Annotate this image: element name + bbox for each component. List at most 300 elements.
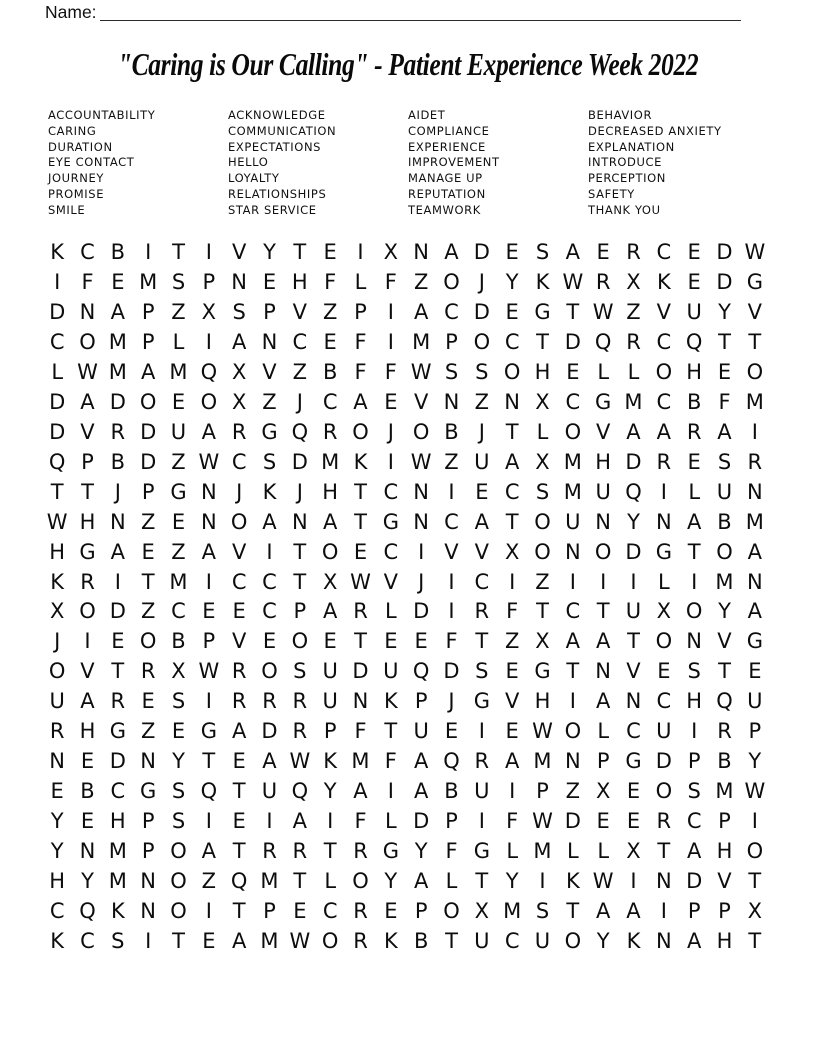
grid-letter: V: [383, 569, 399, 594]
grid-letter: L: [384, 599, 397, 624]
grid-letter: J: [296, 390, 303, 415]
grid-letter: R: [140, 659, 156, 684]
grid-letter: I: [509, 778, 516, 803]
grid-letter: E: [323, 330, 337, 355]
grid-letter: C: [292, 330, 308, 355]
grid-letter: E: [414, 629, 428, 654]
name-label: Name:: [45, 2, 97, 22]
grid-letter: C: [504, 479, 520, 504]
word-list-item: MANAGE UP: [408, 171, 483, 185]
grid-letter: R: [292, 838, 308, 863]
grid-letter: O: [170, 868, 187, 893]
grid-letter: T: [627, 629, 640, 654]
grid-letter: E: [353, 539, 368, 564]
grid-letter: D: [49, 390, 66, 415]
grid-letter: C: [474, 569, 490, 594]
grid-letter: N: [200, 479, 217, 504]
grid-letter: A: [322, 599, 338, 624]
grid-letter: T: [50, 479, 64, 504]
grid-letter: S: [232, 300, 246, 325]
grid-letter: L: [597, 719, 610, 744]
word-list-item: THANK YOU: [588, 202, 661, 217]
grid-letter: Y: [384, 868, 398, 893]
grid-letter: P: [718, 808, 731, 833]
grid-letter: A: [626, 419, 641, 444]
grid-letter: S: [717, 449, 732, 474]
grid-letter: Z: [171, 449, 186, 474]
grid-letter: N: [291, 509, 308, 534]
grid-letter: B: [717, 509, 732, 534]
grid-letter: N: [746, 479, 763, 504]
grid-letter: M: [715, 569, 734, 594]
grid-letter: T: [293, 569, 307, 594]
grid-letter: U: [383, 659, 399, 684]
grid-letter: C: [686, 808, 702, 833]
grid-letter: A: [413, 749, 429, 774]
grid-letter: O: [503, 360, 521, 385]
grid-letter: J: [114, 479, 121, 504]
grid-letter: W: [744, 778, 766, 803]
grid-letter: T: [445, 928, 458, 953]
grid-letter: L: [536, 419, 549, 444]
grid-letter: T: [566, 898, 580, 923]
grid-letter: L: [688, 479, 701, 504]
grid-letter: E: [626, 808, 641, 833]
grid-letter: R: [656, 808, 672, 833]
word-list-column: [228, 108, 336, 218]
grid-letter: O: [321, 539, 339, 564]
grid-letter: U: [474, 778, 490, 803]
grid-letter: V: [747, 300, 763, 325]
grid-letter: I: [751, 808, 758, 833]
grid-letter: C: [626, 719, 641, 744]
grid-letter: J: [236, 479, 243, 504]
grid-letter: L: [566, 838, 579, 863]
grid-letter: P: [687, 749, 701, 774]
grid-letter: B: [686, 390, 702, 415]
grid-letter: O: [443, 270, 460, 295]
grid-letter: D: [352, 659, 369, 684]
grid-letter: P: [81, 449, 94, 474]
grid-letter: Y: [172, 749, 185, 774]
grid-letter: G: [261, 419, 278, 444]
grid-letter: U: [474, 928, 490, 953]
grid-letter: K: [383, 689, 398, 714]
grid-letter: N: [686, 629, 703, 654]
grid-letter: E: [748, 659, 762, 684]
grid-letter: I: [205, 689, 212, 714]
grid-letter: M: [260, 868, 279, 893]
grid-letter: R: [747, 449, 763, 474]
grid-letter: X: [535, 449, 550, 474]
grid-letter: C: [656, 330, 672, 355]
grid-letter: T: [172, 240, 185, 265]
word-list-item: EXPLANATION: [588, 139, 675, 154]
grid-letter: I: [387, 300, 394, 325]
grid-letter: H: [595, 449, 612, 474]
grid-letter: H: [716, 928, 733, 953]
grid-letter: N: [564, 539, 581, 564]
grid-letter: E: [202, 928, 216, 953]
grid-letter: R: [353, 838, 368, 863]
word-list-item: HELLO: [228, 155, 269, 170]
grid-letter: T: [687, 539, 701, 564]
grid-letter: H: [322, 479, 339, 504]
grid-letter: V: [595, 419, 611, 444]
grid-letter: E: [657, 659, 671, 684]
grid-letter: R: [231, 689, 247, 714]
grid-letter: R: [686, 419, 702, 444]
grid-letter: T: [384, 719, 398, 744]
grid-letter: A: [201, 838, 217, 863]
grid-letter: A: [686, 928, 702, 953]
grid-letter: O: [261, 659, 278, 684]
word-list-item: EXPERIENCE: [408, 139, 486, 154]
grid-letter: W: [198, 449, 220, 474]
grid-letter: E: [505, 719, 519, 744]
grid-letter: W: [532, 808, 553, 833]
grid-letter: U: [716, 479, 733, 504]
word-list-item: EYE CONTACT: [48, 155, 135, 170]
grid-letter: K: [383, 928, 398, 953]
grid-letter: A: [80, 689, 95, 714]
grid-letter: X: [171, 659, 186, 684]
grid-letter: D: [686, 868, 703, 893]
word-list-item: AIDET: [408, 108, 446, 122]
grid-letter: Q: [685, 330, 703, 355]
grid-letter: Z: [140, 599, 156, 624]
grid-letter: U: [534, 928, 551, 953]
grid-letter: Z: [201, 868, 217, 893]
grid-letter: B: [110, 449, 126, 474]
grid-letter: M: [260, 928, 279, 953]
grid-letter: N: [231, 270, 248, 295]
grid-letter: A: [201, 419, 217, 444]
grid-letter: R: [474, 749, 490, 774]
grid-letter: O: [716, 539, 733, 564]
grid-letter: M: [533, 749, 552, 774]
grid-letter: G: [595, 390, 612, 415]
grid-letter: O: [655, 778, 673, 803]
grid-letter: O: [230, 509, 248, 534]
grid-letter: I: [145, 240, 152, 265]
grid-letter: D: [49, 419, 66, 444]
grid-letter: D: [291, 449, 308, 474]
word-list-item: JOURNEY: [48, 171, 104, 185]
grid-letter: C: [231, 449, 247, 474]
grid-letter: E: [687, 449, 701, 474]
grid-letter: T: [81, 479, 94, 504]
word-list-item: DECREASED ANXIETY: [588, 123, 722, 138]
grid-letter: N: [625, 689, 642, 714]
grid-letter: C: [49, 330, 65, 355]
grid-letter: H: [686, 360, 703, 385]
grid-letter: I: [630, 868, 637, 893]
grid-letter: U: [49, 689, 65, 714]
grid-letter: D: [625, 449, 642, 474]
word-list-item: PERCEPTION: [588, 171, 666, 185]
grid-letter: I: [448, 599, 455, 624]
grid-letter: V: [231, 629, 247, 654]
grid-letter: I: [600, 569, 607, 594]
grid-letter: I: [205, 330, 212, 355]
grid-letter: D: [109, 390, 126, 415]
grid-letter: E: [262, 629, 277, 654]
grid-letter: O: [352, 419, 369, 444]
grid-letter: O: [170, 898, 187, 923]
grid-letter: A: [444, 240, 459, 265]
grid-letter: F: [718, 390, 731, 415]
grid-letter: C: [444, 509, 459, 534]
grid-letter: R: [262, 689, 277, 714]
grid-letter: L: [445, 868, 458, 893]
grid-letter: J: [54, 629, 61, 654]
grid-letter: B: [322, 360, 338, 385]
grid-letter: E: [505, 240, 519, 265]
grid-letter: R: [626, 240, 641, 265]
grid-letter: N: [655, 509, 672, 534]
grid-letter: E: [80, 749, 95, 774]
grid-letter: S: [535, 898, 550, 923]
grid-letter: X: [747, 898, 763, 923]
grid-letter: R: [80, 569, 95, 594]
grid-letter: R: [292, 689, 308, 714]
word-list-item: CARING: [48, 123, 97, 138]
word-list-item: IMPROVEMENT: [408, 155, 500, 170]
word-list-item: SAFETY: [588, 186, 635, 201]
grid-letter: S: [171, 808, 186, 833]
grid-letter: C: [383, 539, 399, 564]
grid-letter: P: [718, 898, 731, 923]
grid-letter: G: [655, 539, 672, 564]
grid-letter: E: [171, 719, 186, 744]
grid-letter: A: [565, 240, 581, 265]
grid-letter: Q: [412, 659, 430, 684]
grid-letter: L: [597, 360, 610, 385]
grid-letter: C: [656, 240, 672, 265]
name-underline: [100, 3, 741, 21]
grid-letter: W: [350, 569, 371, 594]
grid-letter: T: [657, 838, 671, 863]
grid-letter: T: [323, 838, 337, 863]
grid-letter: I: [387, 778, 394, 803]
grid-letter: V: [717, 629, 732, 654]
grid-letter: A: [322, 509, 338, 534]
grid-letter: I: [569, 689, 576, 714]
grid-letter: Y: [505, 270, 519, 295]
grid-letter: N: [79, 300, 96, 325]
grid-letter: A: [413, 300, 429, 325]
grid-letter: P: [141, 838, 155, 863]
grid-letter: C: [262, 569, 277, 594]
grid-letter: C: [231, 569, 247, 594]
grid-letter: Q: [716, 689, 733, 714]
grid-letter: W: [46, 509, 68, 534]
grid-letter: A: [262, 749, 277, 774]
grid-letter: I: [478, 808, 485, 833]
grid-letter: O: [564, 719, 582, 744]
grid-letter: I: [387, 449, 394, 474]
grid-letter: I: [509, 569, 516, 594]
grid-letter: Z: [444, 449, 459, 474]
grid-letter: F: [81, 270, 94, 295]
grid-letter: X: [656, 599, 672, 624]
grid-letter: I: [448, 479, 455, 504]
grid-letter: C: [110, 778, 126, 803]
grid-letter: Z: [474, 390, 490, 415]
grid-letter: R: [353, 599, 368, 624]
grid-letter: O: [564, 419, 582, 444]
grid-letter: Z: [535, 569, 550, 594]
grid-letter: R: [656, 449, 672, 474]
grid-letter: O: [79, 599, 96, 624]
grid-letter: Q: [200, 778, 218, 803]
grid-letter: E: [323, 629, 337, 654]
grid-letter: M: [139, 270, 158, 295]
grid-letter: X: [201, 300, 217, 325]
page-title: "Caring is Our Calling" - Patient Experience Week 2022: [117, 46, 699, 82]
grid-letter: W: [77, 360, 98, 385]
grid-letter: Y: [718, 300, 731, 325]
grid-letter: H: [49, 868, 66, 893]
grid-letter: I: [660, 479, 667, 504]
grid-letter: E: [384, 390, 398, 415]
grid-letter: N: [413, 240, 430, 265]
grid-letter: Q: [594, 330, 612, 355]
grid-letter: D: [413, 599, 430, 624]
grid-letter: R: [474, 599, 490, 624]
grid-letter: A: [231, 928, 247, 953]
grid-letter: Y: [50, 808, 64, 833]
grid-letter: S: [535, 240, 550, 265]
grid-letter: F: [445, 838, 458, 863]
grid-letter: O: [473, 330, 491, 355]
grid-letter: N: [504, 390, 521, 415]
grid-letter: P: [263, 898, 276, 923]
grid-letter: Q: [79, 898, 96, 923]
grid-letter: E: [596, 240, 610, 265]
grid-letter: T: [354, 479, 367, 504]
grid-letter: O: [139, 390, 157, 415]
grid-letter: U: [170, 419, 187, 444]
grid-letter: A: [686, 509, 702, 534]
word-list-item: ACCOUNTABILITY: [48, 108, 156, 122]
grid-letter: S: [293, 659, 307, 684]
grid-letter: E: [202, 599, 216, 624]
grid-letter: G: [473, 838, 490, 863]
grid-letter: S: [171, 689, 186, 714]
grid-letter: V: [504, 689, 520, 714]
grid-letter: Q: [48, 449, 66, 474]
grid-letter: O: [352, 868, 369, 893]
grid-letter: C: [504, 928, 520, 953]
grid-letter: Y: [50, 838, 64, 863]
grid-letter: G: [382, 838, 399, 863]
grid-letter: K: [353, 449, 368, 474]
grid-letter: F: [354, 330, 367, 355]
word-list-item: PROMISE: [48, 186, 105, 201]
grid-letter: C: [80, 928, 95, 953]
grid-letter: D: [625, 539, 642, 564]
grid-letter: X: [231, 390, 247, 415]
grid-letter: G: [534, 659, 551, 684]
grid-letter: N: [79, 838, 96, 863]
grid-letter: N: [49, 749, 66, 774]
grid-letter: P: [414, 689, 428, 714]
grid-letter: M: [351, 749, 370, 774]
grid-letter: Y: [505, 868, 519, 893]
grid-letter: O: [655, 360, 673, 385]
grid-letter: A: [413, 868, 429, 893]
grid-letter: E: [475, 479, 489, 504]
grid-letter: N: [200, 509, 217, 534]
grid-letter: V: [717, 868, 732, 893]
grid-letter: U: [625, 599, 642, 624]
grid-letter: P: [141, 330, 155, 355]
grid-letter: X: [626, 838, 641, 863]
grid-letter: V: [474, 539, 490, 564]
grid-letter: W: [410, 360, 432, 385]
grid-letter: D: [564, 808, 581, 833]
grid-letter: T: [232, 898, 246, 923]
grid-letter: A: [626, 898, 641, 923]
grid-letter: E: [111, 629, 125, 654]
grid-letter: M: [563, 479, 582, 504]
grid-letter: I: [266, 808, 273, 833]
grid-letter: P: [445, 808, 458, 833]
grid-letter: K: [535, 270, 550, 295]
grid-letter: R: [110, 419, 126, 444]
grid-letter: V: [231, 539, 247, 564]
grid-letter: H: [79, 509, 96, 534]
grid-letter: S: [475, 360, 489, 385]
grid-letter: I: [418, 539, 425, 564]
grid-letter: S: [535, 479, 550, 504]
grid-letter: L: [354, 270, 367, 295]
grid-letter: T: [111, 659, 125, 684]
grid-letter: O: [564, 928, 582, 953]
grid-letter: T: [475, 629, 489, 654]
grid-letter: F: [506, 808, 519, 833]
grid-letter: R: [717, 719, 732, 744]
grid-letter: K: [656, 270, 671, 295]
grid-letter: I: [145, 928, 152, 953]
grid-letter: H: [49, 539, 66, 564]
grid-letter: N: [595, 659, 612, 684]
grid-letter: Y: [718, 599, 731, 624]
grid-letter: T: [232, 838, 246, 863]
word-list-item: SMILE: [48, 202, 86, 217]
grid-letter: T: [748, 330, 762, 355]
grid-letter: M: [169, 569, 188, 594]
grid-letter: F: [354, 808, 367, 833]
grid-letter: N: [413, 509, 430, 534]
grid-letter: K: [50, 569, 65, 594]
grid-letter: M: [108, 868, 127, 893]
letter-grid: [42, 238, 770, 956]
grid-letter: N: [595, 509, 612, 534]
grid-letter: R: [292, 719, 308, 744]
grid-letter: S: [687, 659, 701, 684]
grid-letter: O: [48, 659, 66, 684]
grid-letter: O: [79, 330, 96, 355]
grid-letter: E: [141, 689, 155, 714]
grid-letter: T: [141, 569, 155, 594]
grid-letter: N: [564, 749, 581, 774]
grid-letter: U: [656, 719, 672, 744]
grid-letter: U: [322, 659, 338, 684]
word-list-item: DURATION: [48, 139, 113, 154]
